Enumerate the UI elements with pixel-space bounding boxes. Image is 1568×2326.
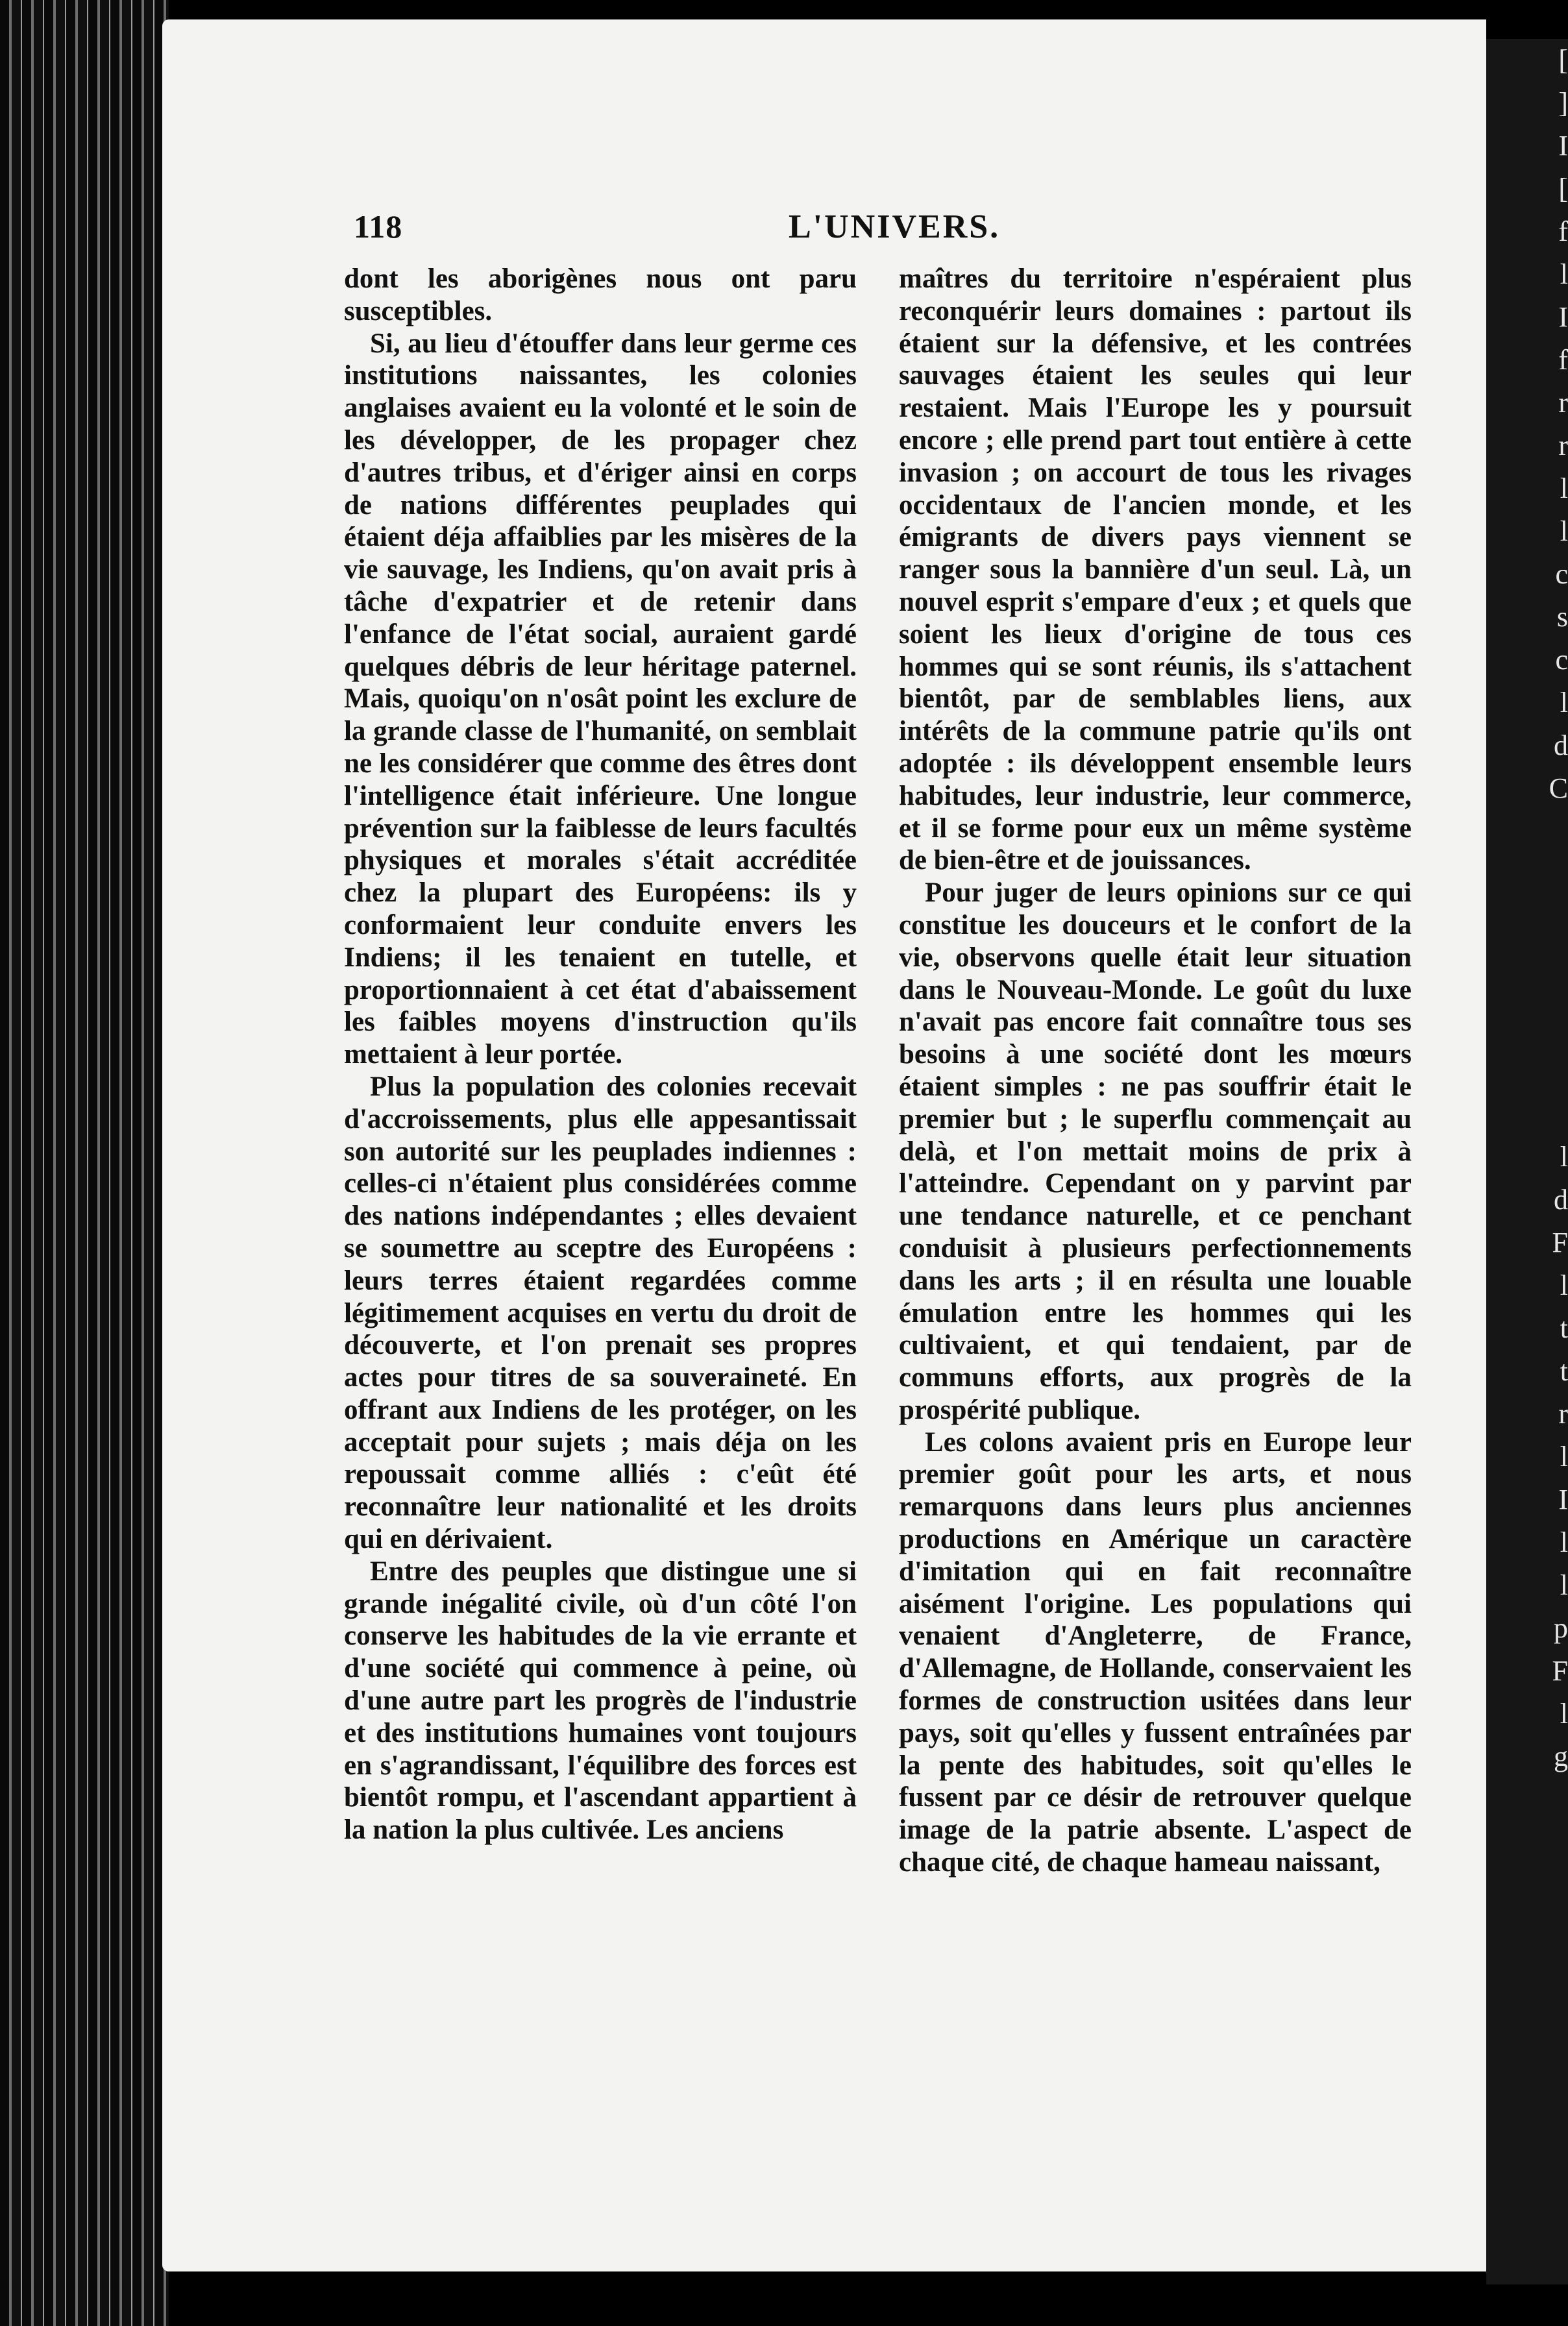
- paragraph: maîtres du territoire n'espéraient plus reconquérir leurs domaines : partout ils étaient sur la défensive, et les contrées sauvages étaient les seules qui leur restaient. Mais l'Europe les y poursuit encore ; elle prend part tout entière à cette invasion ; on accourt de tous les rivages occidentaux de l'ancien monde, et les émigrants de divers pays viennent se ranger sous la bannière d'un seul. Là, un nouvel esprit s'empare d'eux ; et quels que soient les lieux d'origine de tous ces hommes qui se sont réunis, ils s'attachent bientôt, par de semblables liens, aux intérêts de la commune patrie qu'ils ont adoptée : ils développent ensemble leurs habitudes, leur industrie, leur commerce, et il se forme pour eux un même système de bien-être et de jouissances.: [899, 263, 1412, 876]
- paragraph: Entre des peuples que distingue une si grande inégalité civile, où d'un côté l'on conserve les habitudes de la vie errante et d'une société qui commence à peine, où d'une autre part les progrès de l'industrie et des institutions humaines vont toujours en s'agrandissant, l'équilibre des forces est bientôt rompu, et l'ascendant appartient à la nation la plus cultivée. Les anciens: [344, 1556, 857, 1846]
- right-column: [899, 263, 1412, 2015]
- page-number: 118: [354, 208, 403, 245]
- left-column: [344, 263, 857, 2015]
- paragraph: Plus la population des colonies recevait d'accroissements, plus elle appesantissait son autorité sur les peuplades indiennes : celles-ci n'étaient plus considérées comme des nations indépendantes ; elles devaient se soumettre au sceptre des Européens : leurs terres étaient regardées comme légitimement acquises en vertu du droit de découverte, et l'on prenait ses propres actes pour titres de sa souveraineté. En offrant aux Indiens de les protéger, on les acceptait pour sujets ; mais déja on les repoussait comme alliés : c'eût été reconnaître leur nationalité et les droits qui en dérivaient.: [344, 1071, 857, 1555]
- running-title: L'UNIVERS.: [789, 208, 1001, 245]
- paragraph: dont les aborigènes nous ont paru susceptibles.: [344, 263, 857, 326]
- facing-page-fragment-top: [ ] I [ f l I f r r l l c s c l d C: [1549, 44, 1568, 804]
- facing-page-edge: [1486, 39, 1568, 2284]
- paragraph: Les colons avaient pris en Europe leur premier goût pour les arts, et nous remarquons dans leurs plus anciennes productions en Amérique un caractère d'imitation qui en fait reconnaître aisément l'origine. Les populations qui venaient d'Angleterre, de France, d'Allemagne, de Hollande, conservaient les formes de construction usitées dans leur pays, soit qu'elles y fussent entraînées par la pente des habitudes, soit qu'elles le fussent par ce désir de retrouver quelque image de la patrie absente. L'aspect de chaque cité, de chaque hameau naissant,: [899, 1426, 1412, 1878]
- facing-page-fragment-bottom: l d F l t t r l I l l p F l g: [1552, 1141, 1568, 1772]
- paragraph: Si, au lieu d'étouffer dans leur germe ces institutions naissantes, les colonies anglaises avaient eu la volonté et le soin de les développer, de les propager chez d'autres tribus, et d'ériger ainsi en corps de nations différentes peuplades qui étaient déja affaiblies par les misères de la vie sauvage, les Indiens, qu'on avait pris à tâche d'expatrier et de retenir dans l'enfance de l'état social, auraient gardé quelques débris de leur héritage paternel. Mais, quoiqu'on n'osât point les exclure de la grande classe de l'humanité, on semblait ne les considérer que comme des êtres dont l'intelligence était inférieure. Une longue prévention sur la faiblesse de leurs facultés physiques et morales s'était accréditée chez la plupart des Européens: ils y conformaient leur conduite envers les Indiens; il les tenaient en tutelle, et proportionnaient à cet état d'abaissement les faibles moyens d'instruction qu'ils mettaient à leur portée.: [344, 328, 857, 1070]
- paragraph: Pour juger de leurs opinions sur ce qui constitue les douceurs et le confort de la vie, observons quelle était leur situation dans le Nouveau-Monde. Le goût du luxe n'avait pas encore fait connaître tous ses besoins à une société dont les mœurs étaient simples : ne pas souffrir était le premier but ; le superflu commençait au delà, et l'on mettait moins de prix à l'atteindre. Cependant on y parvint par une tendance naturelle, et ce penchant conduisit à plusieurs perfectionnements dans les arts ; il en résulta une louable émulation entre les hommes qui les cultivaient, et qui tendaient, par de communs efforts, aux progrès de la prospérité publique.: [899, 877, 1412, 1425]
- running-header: [354, 208, 1009, 260]
- book-gutter: [0, 0, 169, 2326]
